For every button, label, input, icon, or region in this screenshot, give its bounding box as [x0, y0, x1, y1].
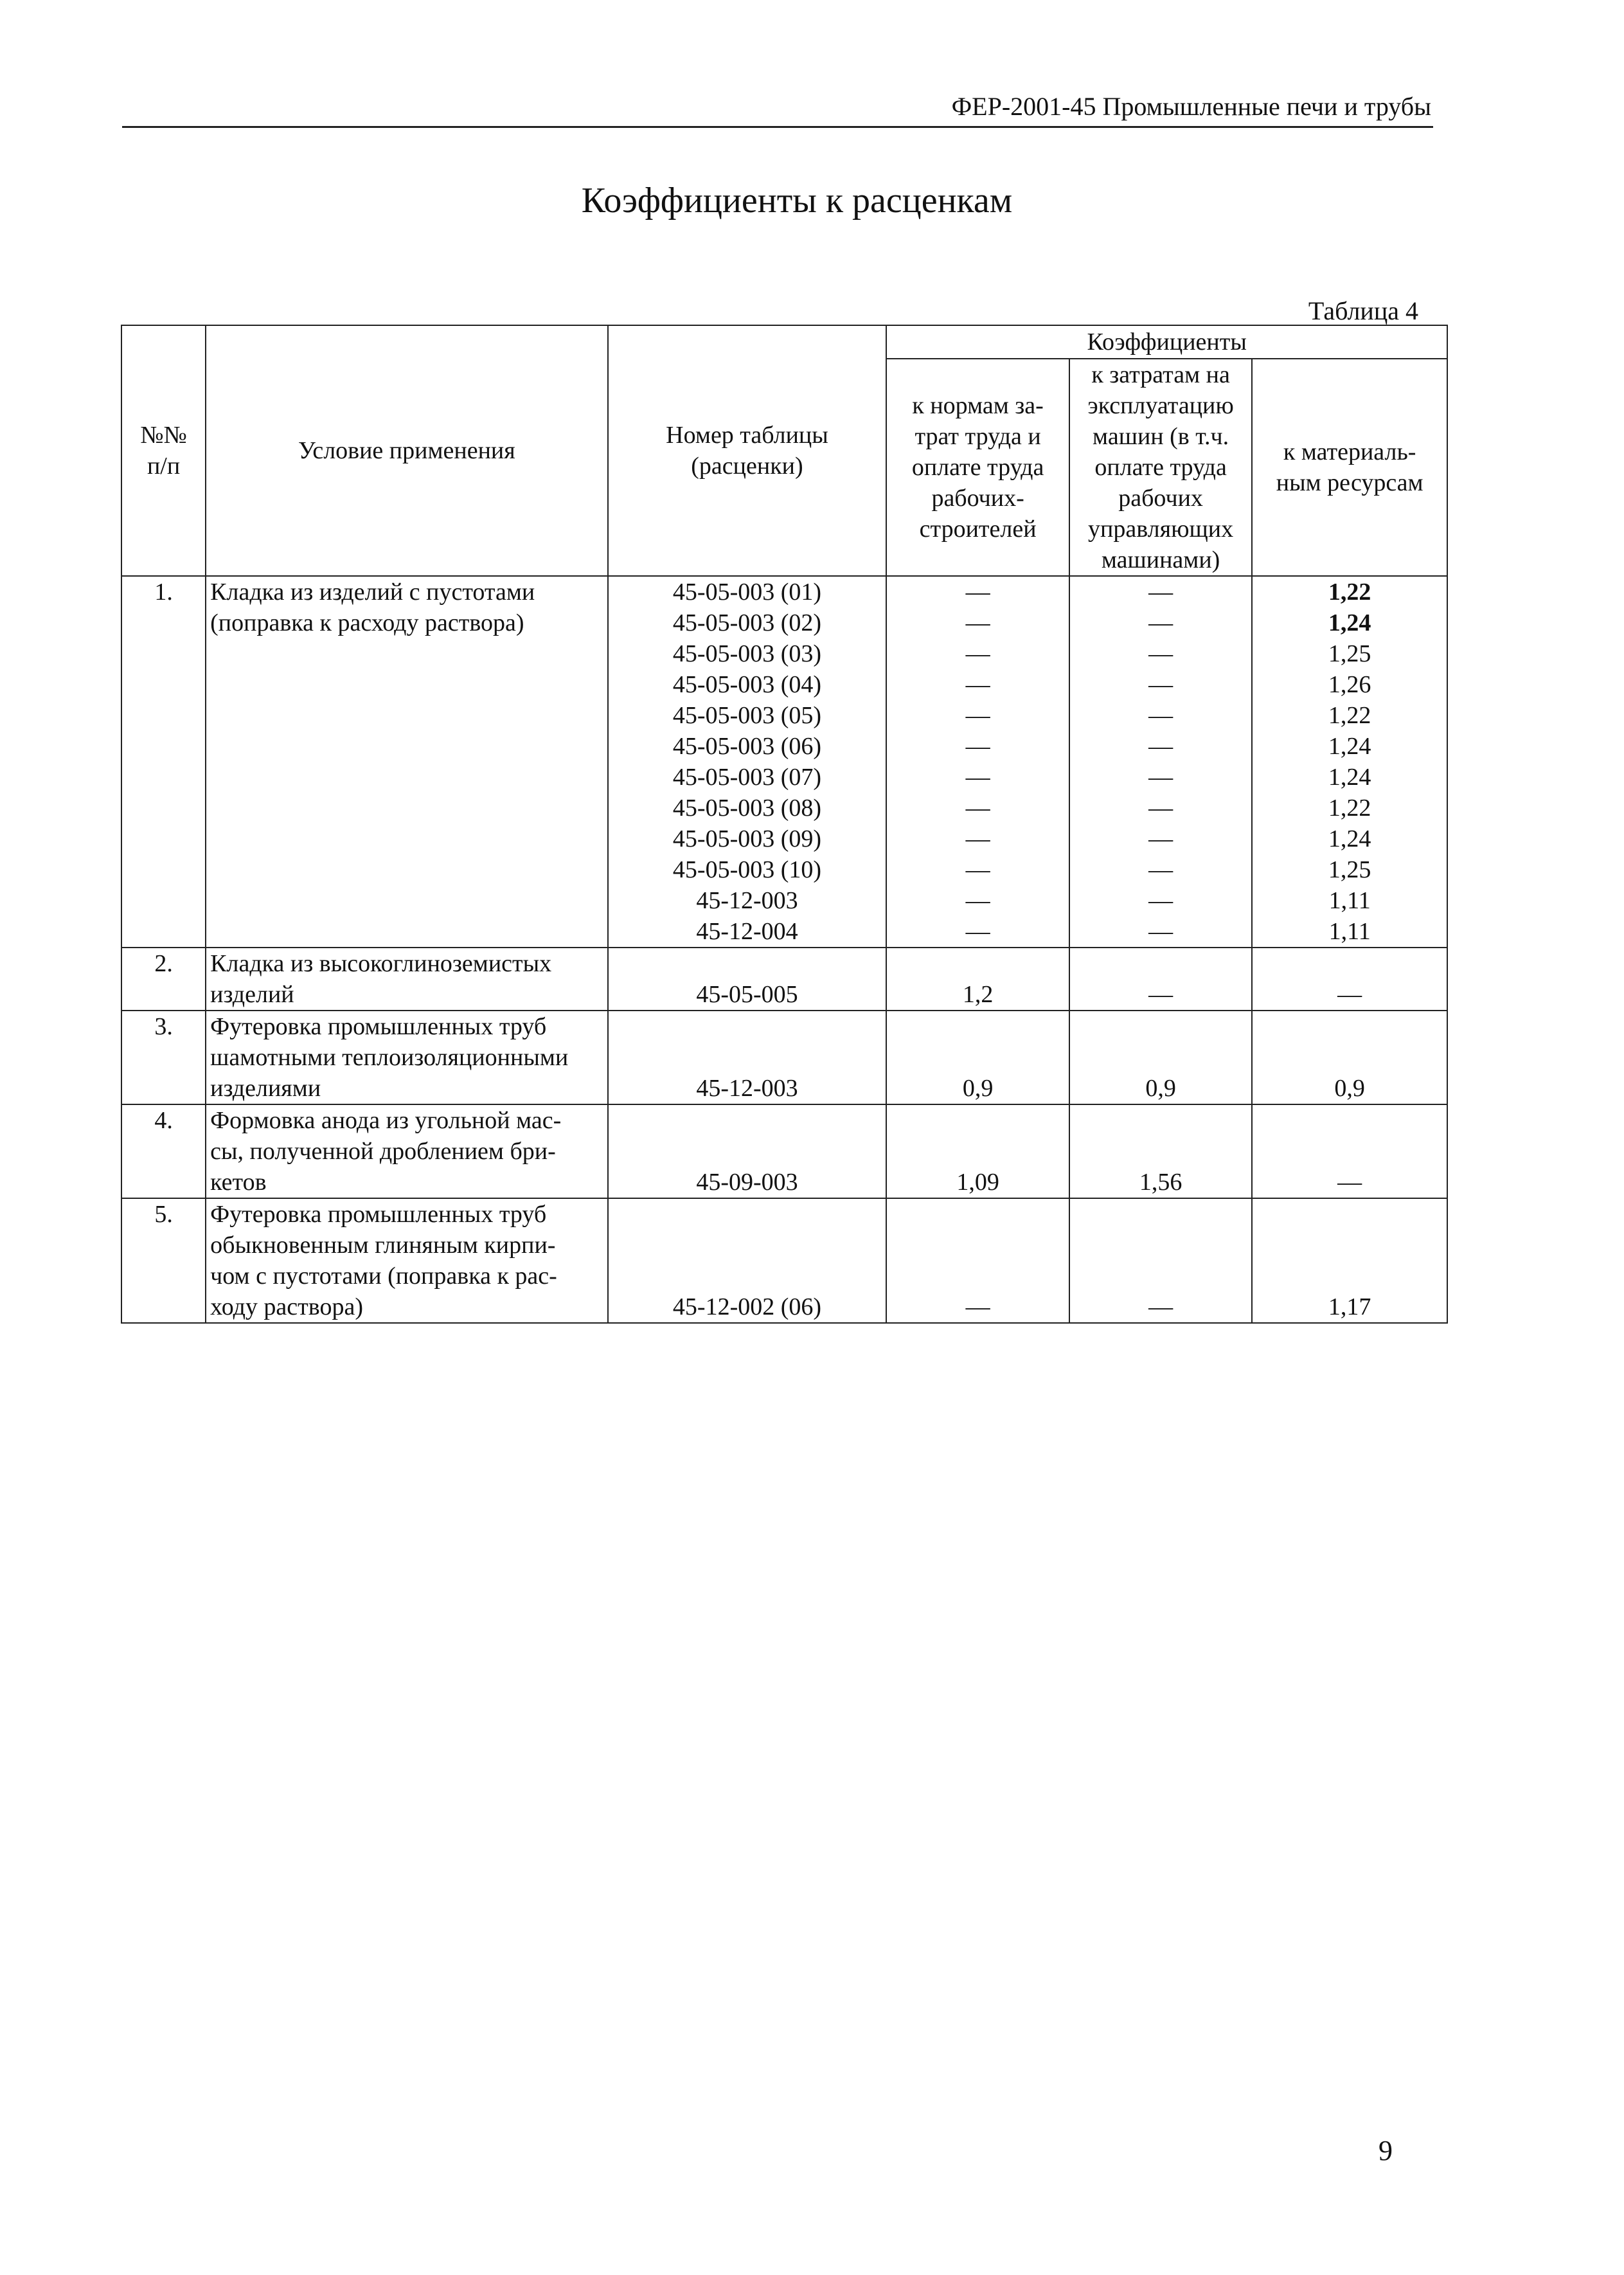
- condition-line: Кладка из изделий с пустотами: [210, 579, 535, 606]
- machines-coef: —: [1148, 671, 1173, 698]
- machines-coef: —: [1148, 887, 1173, 914]
- labor-coef: 1,2: [962, 981, 994, 1008]
- materials-coef: 1,22: [1328, 702, 1371, 729]
- table-number: 45-05-005: [696, 981, 798, 1008]
- condition-cell: [206, 576, 607, 948]
- machines-coef-cell: [1069, 1104, 1252, 1198]
- condition-cell: [206, 1198, 607, 1323]
- table-number: 45-09-003: [696, 1169, 798, 1196]
- machines-coef: —: [1148, 764, 1173, 791]
- labor-coef: —: [965, 918, 990, 945]
- labor-coef: —: [965, 856, 990, 883]
- labor-coef: —: [965, 764, 990, 791]
- machines-coef-cell: [1069, 1198, 1252, 1323]
- condition-line: ходу раствора): [210, 1293, 363, 1320]
- machines-coef: —: [1148, 981, 1173, 1008]
- machines-coef: —: [1148, 733, 1173, 760]
- materials-coef: 1,22: [1328, 579, 1371, 606]
- labor-coef: —: [965, 579, 990, 606]
- machines-coef: —: [1148, 579, 1173, 606]
- table-row: [121, 1011, 1447, 1104]
- table-number-cell: [608, 1104, 887, 1198]
- materials-coef-cell: [1252, 1011, 1447, 1104]
- table-number: 45-05-003 (10): [672, 856, 822, 883]
- labor-coef-cell: [886, 1198, 1069, 1323]
- materials-coef: —: [1337, 1169, 1362, 1196]
- header-labor: к нормам за- трат труда и оплате труда рабочих- строителей: [886, 359, 1069, 576]
- labor-coef-cell: [886, 1011, 1069, 1104]
- materials-coef-cell: [1252, 576, 1447, 948]
- condition-line: обыкновенным глиняным кирпи-: [210, 1232, 556, 1259]
- labor-coef: —: [965, 1293, 990, 1320]
- table-number: 45-05-003 (02): [672, 609, 822, 636]
- table-row: [121, 576, 1447, 948]
- table-number: 45-12-003: [696, 1075, 798, 1102]
- materials-coef: 1,26: [1328, 671, 1371, 698]
- running-header: ФЕР-2001-45 Промышленные печи и трубы: [951, 92, 1431, 121]
- machines-coef: —: [1148, 640, 1173, 667]
- machines-coef: 1,56: [1139, 1169, 1182, 1196]
- table-number: 45-05-003 (03): [672, 640, 822, 667]
- condition-line: (поправка к расходу раствора): [210, 609, 524, 636]
- table-number: 45-05-003 (01): [672, 579, 822, 606]
- table-row: [121, 948, 1447, 1011]
- materials-coef: 1,11: [1328, 918, 1371, 945]
- machines-coef: —: [1148, 918, 1173, 945]
- machines-coef: —: [1148, 795, 1173, 822]
- condition-line: изделий: [210, 981, 294, 1008]
- materials-coef: 1,11: [1328, 887, 1371, 914]
- table-number: 45-12-002 (06): [672, 1293, 822, 1320]
- labor-coef: —: [965, 825, 990, 852]
- condition-line: Кладка из высокоглиноземистых: [210, 950, 552, 977]
- header-coefficients: Коэффициенты: [886, 325, 1447, 359]
- page-title: Коэффициенты к расценкам: [581, 181, 1013, 220]
- table-number-cell: [608, 948, 887, 1011]
- materials-coef: 1,25: [1328, 856, 1371, 883]
- table-number: 45-12-004: [696, 918, 798, 945]
- materials-coef: 1,24: [1328, 825, 1371, 852]
- machines-coef: —: [1148, 702, 1173, 729]
- condition-line: шамотными теплоизоляционными: [210, 1044, 569, 1071]
- table-number-cell: [608, 576, 887, 948]
- materials-coef: —: [1337, 981, 1362, 1008]
- materials-coef: 1,25: [1328, 640, 1371, 667]
- labor-coef: —: [965, 609, 990, 636]
- table-number: 45-12-003: [696, 887, 798, 914]
- coefficients-table: [121, 325, 1448, 1324]
- table-number: 45-05-003 (09): [672, 825, 822, 852]
- condition-line: Футеровка промышленных труб: [210, 1201, 547, 1228]
- materials-coef: 1,24: [1328, 609, 1371, 636]
- machines-coef-cell: [1069, 1011, 1252, 1104]
- page-number: 9: [1379, 2135, 1393, 2166]
- machines-coef: —: [1148, 856, 1173, 883]
- condition-line: Формовка анода из угольной мас-: [210, 1107, 562, 1134]
- table-body: [121, 576, 1447, 1323]
- table-number: 45-05-003 (06): [672, 733, 822, 760]
- labor-coef: —: [965, 702, 990, 729]
- table-caption: Таблица 4: [1308, 296, 1418, 325]
- materials-coef: 1,22: [1328, 795, 1371, 822]
- materials-coef: 0,9: [1334, 1075, 1365, 1102]
- labor-coef: —: [965, 671, 990, 698]
- table-row: [121, 1198, 1447, 1323]
- labor-coef: —: [965, 795, 990, 822]
- materials-coef-cell: [1252, 1198, 1447, 1323]
- materials-coef-cell: [1252, 948, 1447, 1011]
- machines-coef-cell: [1069, 576, 1252, 948]
- materials-coef-cell: [1252, 1104, 1447, 1198]
- table-row: [121, 1104, 1447, 1198]
- labor-coef-cell: [886, 1104, 1069, 1198]
- row-number: 5.: [121, 1198, 206, 1323]
- condition-line: кетов: [210, 1169, 267, 1196]
- condition-line: сы, полученной дроблением бри-: [210, 1138, 556, 1165]
- labor-coef: —: [965, 887, 990, 914]
- table-number: 45-05-003 (07): [672, 764, 822, 791]
- row-number: 4.: [121, 1104, 206, 1198]
- machines-coef: 0,9: [1145, 1075, 1176, 1102]
- table-number: 45-05-003 (04): [672, 671, 822, 698]
- machines-coef: —: [1148, 609, 1173, 636]
- header-materials: к материаль- ным ресурсам: [1252, 359, 1447, 576]
- labor-coef-cell: [886, 576, 1069, 948]
- row-number: 1.: [121, 576, 206, 948]
- materials-coef: 1,24: [1328, 733, 1371, 760]
- condition-cell: [206, 1104, 607, 1198]
- materials-coef: 1,24: [1328, 764, 1371, 791]
- row-number: 2.: [121, 948, 206, 1011]
- header-table-number: Номер таблицы (расценки): [608, 325, 887, 576]
- condition-line: изделиями: [210, 1075, 321, 1102]
- condition-line: чом с пустотами (поправка к рас-: [210, 1263, 557, 1290]
- header-machines: к затратам на эксплуатацию машин (в т.ч. оплате труда рабочих управляющих машинами): [1069, 359, 1252, 576]
- machines-coef: —: [1148, 825, 1173, 852]
- labor-coef-cell: [886, 948, 1069, 1011]
- condition-cell: [206, 948, 607, 1011]
- condition-cell: [206, 1011, 607, 1104]
- table-number: 45-05-003 (08): [672, 795, 822, 822]
- header-rule: [122, 126, 1433, 128]
- row-number: 3.: [121, 1011, 206, 1104]
- labor-coef: 1,09: [956, 1169, 999, 1196]
- header-num: №№ п/п: [121, 325, 206, 576]
- machines-coef: —: [1148, 1293, 1173, 1320]
- materials-coef: 1,17: [1328, 1293, 1371, 1320]
- header-condition: Условие применения: [206, 325, 607, 576]
- labor-coef: 0,9: [962, 1075, 994, 1102]
- condition-line: Футеровка промышленных труб: [210, 1013, 547, 1040]
- machines-coef-cell: [1069, 948, 1252, 1011]
- labor-coef: —: [965, 640, 990, 667]
- labor-coef: —: [965, 733, 990, 760]
- table-number: 45-05-003 (05): [672, 702, 822, 729]
- table-number-cell: [608, 1198, 887, 1323]
- table-number-cell: [608, 1011, 887, 1104]
